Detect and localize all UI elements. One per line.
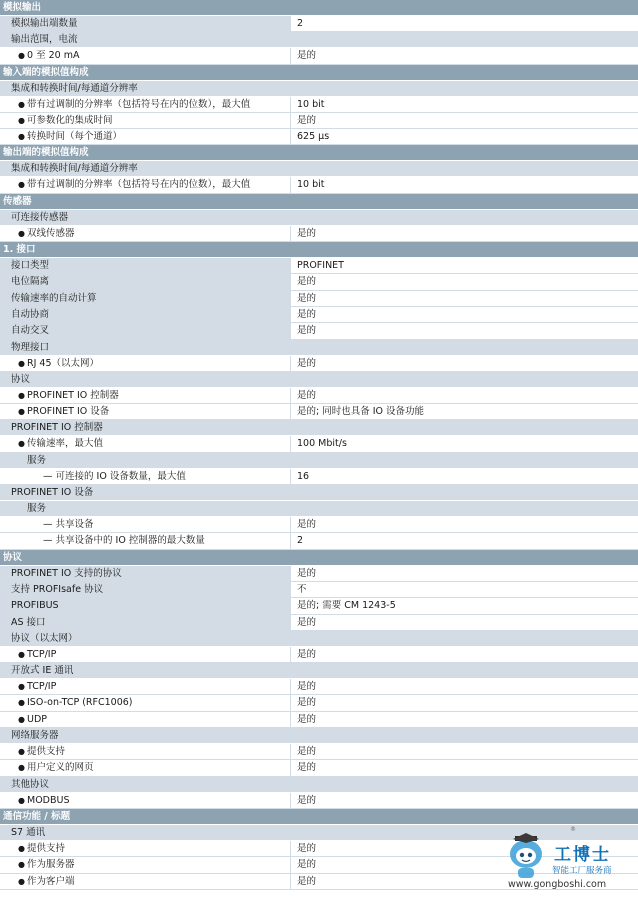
group-label: 可连接传感器 <box>11 211 69 223</box>
group-label: 服务 <box>27 503 47 515</box>
spec-value: 是的 <box>297 713 317 725</box>
spec-label-text: 作为客户端 <box>27 875 75 887</box>
section-header: 1. 接口 <box>0 242 638 258</box>
spec-label <box>18 177 251 193</box>
spec-value: 是的 <box>297 114 317 126</box>
spec-value: 是的 <box>297 389 317 401</box>
spec-label <box>18 226 75 242</box>
spec-row <box>0 388 638 404</box>
spec-label-text: 提供支持 <box>27 746 66 758</box>
spec-value: 是的 <box>297 227 317 239</box>
spec-label <box>18 647 57 663</box>
group-header <box>0 32 638 48</box>
spec-value: 不 <box>297 583 307 595</box>
spec-row <box>0 129 638 145</box>
spec-label-text: 自动交叉 <box>11 325 50 337</box>
robot-mascot-icon <box>500 832 552 884</box>
bullet-icon: ● <box>18 99 25 109</box>
group-header <box>0 340 638 356</box>
spec-label-text: PROFINET IO 支持的协议 <box>11 567 122 579</box>
spec-value: 100 Mbit/s <box>297 438 347 450</box>
spec-label <box>11 566 122 582</box>
spec-label-text: — 共享设备中的 IO 控制器的最大数量 <box>43 535 205 547</box>
spec-label <box>18 874 75 890</box>
group-header <box>0 420 638 436</box>
spec-row <box>0 291 638 307</box>
spec-row <box>0 615 638 631</box>
spec-label <box>18 744 66 760</box>
section-header: 协议 <box>0 550 638 566</box>
group-header <box>0 453 638 469</box>
group-label: 协议 <box>11 373 31 385</box>
spec-value: 是的 <box>297 697 317 709</box>
spec-value: 16 <box>297 470 310 482</box>
spec-label <box>18 48 80 64</box>
spec-row <box>0 113 638 129</box>
group-label: PROFINET IO 控制器 <box>11 422 103 434</box>
spec-value: 是的; 同时也具备 IO 设备功能 <box>297 406 425 418</box>
spec-row <box>0 404 638 420</box>
group-header <box>0 728 638 744</box>
spec-value: 是的 <box>297 875 317 887</box>
spec-label-text: 传输速率，最大值 <box>27 438 104 450</box>
spec-value: 是的 <box>297 519 317 531</box>
spec-label <box>11 258 49 274</box>
group-label: PROFINET IO 设备 <box>11 487 94 499</box>
section-header: 模拟输出 <box>0 0 638 16</box>
spec-value: 是的; 需要 CM 1243-5 <box>297 600 396 612</box>
bullet-icon: ● <box>18 698 25 708</box>
spec-label <box>18 356 100 372</box>
spec-value: 10 bit <box>297 179 325 191</box>
spec-label-text: — 共享设备 <box>43 519 94 531</box>
spec-row <box>0 97 638 113</box>
spec-value: 是的 <box>297 357 317 369</box>
logo-brand: 工博士 <box>554 845 611 865</box>
bullet-icon: ● <box>18 714 25 724</box>
spec-label <box>18 436 104 452</box>
spec-row <box>0 436 638 452</box>
bullet-icon: ● <box>18 795 25 805</box>
spec-label <box>18 388 119 404</box>
spec-value: 是的 <box>297 762 317 774</box>
group-label: 服务 <box>27 454 47 466</box>
spec-label-text: — 可连接的 IO 设备数量，最大值 <box>43 470 186 482</box>
bullet-icon: ● <box>18 132 25 142</box>
bullet-icon: ● <box>18 649 25 659</box>
spec-value: 是的 <box>297 616 317 628</box>
group-label: 集成和转换时间/每通道分辨率 <box>11 163 138 175</box>
spec-value: 是的 <box>297 308 317 320</box>
spec-value: 是的 <box>297 794 317 806</box>
spec-row <box>0 793 638 809</box>
spec-value: 是的 <box>297 842 317 854</box>
spec-row <box>0 356 638 372</box>
spec-value: 10 bit <box>297 98 325 110</box>
spec-row <box>0 48 638 64</box>
spec-row <box>0 274 638 290</box>
spec-row <box>0 16 638 32</box>
spec-value: 是的 <box>297 276 317 288</box>
spec-label-text: 自动协商 <box>11 308 50 320</box>
group-label: 协议（以太网） <box>11 632 78 644</box>
spec-value: 是的 <box>297 325 317 337</box>
bullet-icon: ● <box>18 747 25 757</box>
spec-label <box>43 533 205 549</box>
spec-row <box>0 517 638 533</box>
spec-label-text: ISO-on-TCP (RFC1006) <box>27 697 133 709</box>
spec-label-text: 可参数化的集成时间 <box>27 114 113 126</box>
spec-value: PROFINET <box>297 260 344 272</box>
spec-label <box>18 857 75 873</box>
spec-label <box>18 97 251 113</box>
spec-label-text: 0 至 20 mA <box>27 50 80 62</box>
section-header: 通信功能 / 标题 <box>0 809 638 825</box>
bullet-icon: ● <box>18 407 25 417</box>
spec-label <box>18 129 123 145</box>
spec-value: 是的 <box>297 648 317 660</box>
spec-value: 625 µs <box>297 131 330 143</box>
bullet-icon: ● <box>18 51 25 61</box>
group-label: 集成和转换时间/每通道分辨率 <box>11 82 138 94</box>
group-header <box>0 501 638 517</box>
group-label: S7 通讯 <box>11 826 46 838</box>
spec-value: 是的 <box>297 746 317 758</box>
spec-value: 是的 <box>297 567 317 579</box>
spec-label-text: 用户定义的网页 <box>27 762 94 774</box>
spec-label-text: AS 接口 <box>11 616 46 628</box>
section-header: 传感器 <box>0 194 638 210</box>
spec-value: 是的 <box>297 859 317 871</box>
spec-label-text: 电位隔离 <box>11 276 50 288</box>
bullet-icon: ● <box>18 228 25 238</box>
spec-label-text: 带有过调制的分辨率（包括符号在内的位数），最大值 <box>27 98 251 110</box>
watermark-logo <box>500 826 636 896</box>
spec-label <box>11 598 59 614</box>
spec-value: 是的 <box>297 50 317 62</box>
spec-row <box>0 177 638 193</box>
spec-label <box>18 404 110 420</box>
spec-label-text: UDP <box>27 713 47 725</box>
spec-row <box>0 469 638 485</box>
spec-label <box>18 679 57 695</box>
group-label: 网络服务器 <box>11 730 59 742</box>
bullet-icon: ● <box>18 439 25 449</box>
spec-label <box>18 695 133 711</box>
group-header <box>0 631 638 647</box>
spec-value: 是的 <box>297 681 317 693</box>
spec-row <box>0 760 638 776</box>
group-header <box>0 81 638 97</box>
spec-row <box>0 533 638 549</box>
spec-row <box>0 307 638 323</box>
spec-row <box>0 679 638 695</box>
bullet-icon: ● <box>18 876 25 886</box>
spec-label-text: PROFIBUS <box>11 600 59 612</box>
group-header <box>0 372 638 388</box>
bullet-icon: ● <box>18 860 25 870</box>
registered-mark: ® <box>570 826 576 833</box>
logo-url: www.gongboshi.com <box>508 879 607 890</box>
spec-label-text: 双线传感器 <box>27 227 75 239</box>
spec-label-text: TCP/IP <box>27 681 57 693</box>
spec-label <box>18 113 113 129</box>
spec-label-text: PROFINET IO 设备 <box>27 406 110 418</box>
logo-tagline: 智能工厂服务商 <box>552 866 612 876</box>
group-header <box>0 161 638 177</box>
group-label: 物理接口 <box>11 341 50 353</box>
spec-label <box>18 841 66 857</box>
spec-row <box>0 566 638 582</box>
spec-label <box>11 274 49 290</box>
spec-value: 2 <box>297 535 304 547</box>
spec-label <box>18 793 70 809</box>
spec-label-text: 作为服务器 <box>27 859 75 871</box>
spec-label-text: 提供支持 <box>27 842 66 854</box>
spec-row <box>0 647 638 663</box>
group-header <box>0 485 638 501</box>
spec-row <box>0 744 638 760</box>
spec-label-text: 带有过调制的分辨率（包括符号在内的位数），最大值 <box>27 179 251 191</box>
bullet-icon: ● <box>18 843 25 853</box>
spec-label <box>43 517 94 533</box>
spec-label <box>11 582 103 598</box>
spec-label-text: 模拟输出端数量 <box>11 18 78 29</box>
group-label: 输出范围，电流 <box>11 34 78 46</box>
spec-label <box>11 291 97 307</box>
section-header: 输出端的模拟值构成 <box>0 145 638 161</box>
group-header <box>0 777 638 793</box>
spec-label-text: 接口类型 <box>11 260 50 272</box>
spec-label-text: 支持 PROFIsafe 协议 <box>11 583 104 595</box>
spec-label <box>18 712 47 728</box>
group-label: 开放式 IE 通讯 <box>11 665 74 677</box>
bullet-icon: ● <box>18 682 25 692</box>
spec-row <box>0 598 638 614</box>
spec-label-text: MODBUS <box>27 794 70 806</box>
spec-label-text: TCP/IP <box>27 648 57 660</box>
spec-row <box>0 226 638 242</box>
spec-label <box>11 16 78 32</box>
spec-value: 2 <box>297 18 304 29</box>
spec-row <box>0 582 638 598</box>
spec-label <box>11 307 49 323</box>
spec-row <box>0 712 638 728</box>
spec-label-text: 传输速率的自动计算 <box>11 292 97 304</box>
spec-label <box>43 469 186 485</box>
bullet-icon: ● <box>18 115 25 125</box>
spec-row <box>0 258 638 274</box>
spec-label <box>18 760 94 776</box>
spec-label-text: PROFINET IO 控制器 <box>27 389 119 401</box>
spec-label <box>11 615 46 631</box>
group-label: 其他协议 <box>11 778 50 790</box>
section-header: 输入端的模拟值构成 <box>0 65 638 81</box>
spec-label-text: RJ 45（以太网） <box>27 357 100 369</box>
spec-value: 是的 <box>297 292 317 304</box>
spec-row <box>0 695 638 711</box>
bullet-icon: ● <box>18 180 25 190</box>
spec-label <box>11 323 49 339</box>
bullet-icon: ● <box>18 763 25 773</box>
group-header <box>0 210 638 226</box>
bullet-icon: ● <box>18 390 25 400</box>
spec-row <box>0 323 638 339</box>
bullet-icon: ● <box>18 358 25 368</box>
spec-label-text: 转换时间（每个通道） <box>27 131 123 143</box>
group-header <box>0 663 638 679</box>
